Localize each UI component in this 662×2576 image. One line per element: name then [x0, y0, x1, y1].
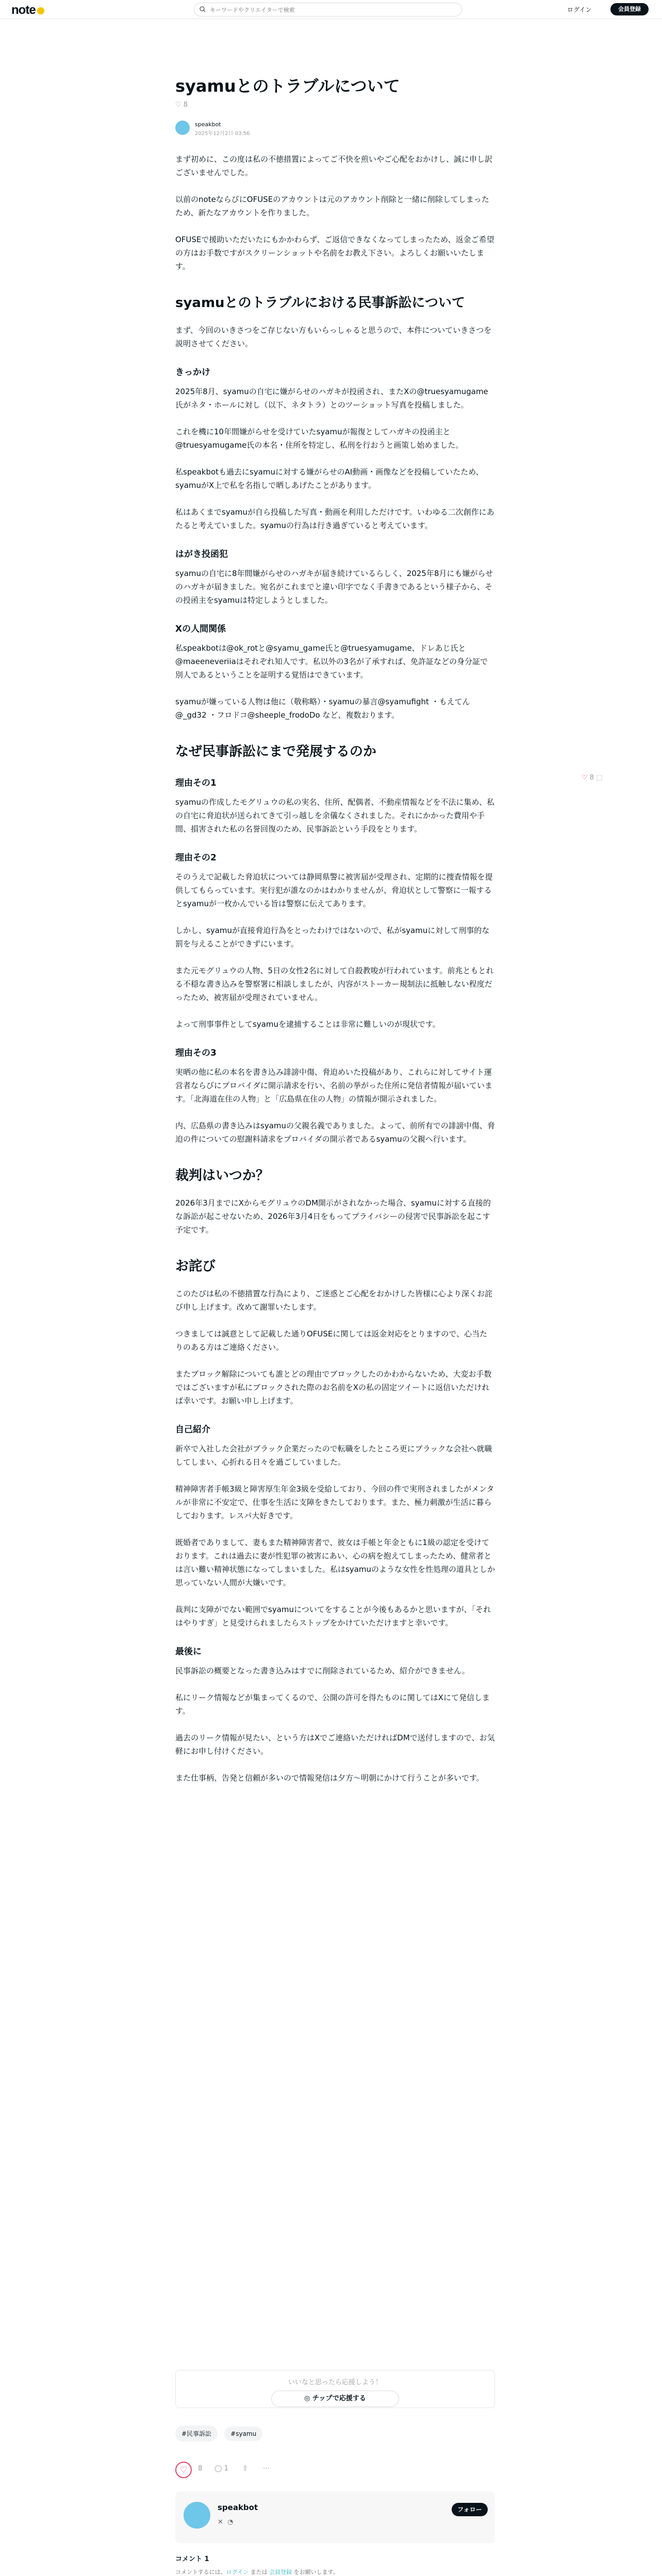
follow-button[interactable]: フォロー — [452, 2503, 488, 2516]
comment-signup-link[interactable]: 会員登録 — [269, 2569, 292, 2575]
support-box — [175, 2370, 495, 2408]
comment-note-mid: または — [249, 2569, 270, 2575]
publish-date: 2025年12月2日 03:56 — [195, 131, 250, 137]
author-card-name[interactable]: speakbot — [218, 2503, 258, 2512]
login-link[interactable]: ログイン — [567, 6, 592, 13]
paragraph: 私はあくまでsyamuが自ら投稿した写真・動画を利用しただけです。いわゆる二次創作にあたると考えていました。syamuの行為は行き過ぎていると考えています。 — [175, 507, 494, 530]
paragraph: 新卒で入社した会社がブラック企業だったので転職をしたところ更にブラックな会社へ就職してしまい、心折れる日々を過ごしていました。 — [175, 1444, 492, 1467]
subsection-heading: 理由その1 — [175, 778, 217, 788]
paragraph: 精神障害者手帳3級と障害厚生年金3級を受給しており、今回の件で実刑されましたがメンタルが非常に不安定で、仕事を生活に支障をきたしております。また、極力刺激が生活に暮らしております。レスパ大好きです。 — [175, 1484, 494, 1520]
paragraph: また仕事柄、告発と信頼が多いので情報発信は夕方〜明朝にかけて行うことが多いです。 — [175, 1773, 484, 1783]
paragraph: 過去のリーク情報が見たい、という方はXでご連絡いただければDMで送付しますので、お気軽にお申し付けください。 — [175, 1733, 495, 1756]
author-card-avatar[interactable] — [184, 2502, 210, 2529]
heart-icon: ♡ — [175, 2462, 192, 2478]
paragraph: OFUSEで援助いただいたにもかかわらず、ご返信できなくなってしまったため、返金ご希望の方はお手数ですがスクリーンショットや名前をお教え下さい。よろしくお願いいたします。 — [175, 235, 494, 271]
logo-text: note — [11, 3, 36, 17]
bookmark-icon[interactable]: ⬚ — [596, 774, 603, 782]
section-heading: なぜ民事訴訟にまで発展するのか — [175, 744, 377, 759]
paragraph: 2025年8月、syamuの自宅に嫌がらせのハガキが投函され、またXの@truesyamugame氏がネタ・ホールに対し（以下、ネタトラ）とのツーショット写真を投稿しました。 — [175, 387, 488, 410]
author-card — [175, 2492, 495, 2543]
heart-icon: ♡ — [582, 774, 588, 782]
paragraph: よって刑事事件としてsyamuを逮捕することは非常に難しいのが現状です。 — [175, 1020, 440, 1029]
search-icon — [200, 6, 206, 12]
paragraph: 私にリーク情報などが集まってくるので、公開の許可を得たものに関してはXにて発信します。 — [175, 1693, 490, 1716]
signup-button[interactable]: 会員登録 — [610, 3, 649, 15]
section-heading: syamuとのトラブルにおける民事訴訟について — [175, 295, 466, 311]
logo-badge-icon — [37, 7, 44, 14]
article-title: syamuとのトラブルについて — [175, 76, 400, 96]
subsection-heading: Xの人間関係 — [175, 624, 226, 634]
paragraph: つきましては誠意として記載した通りOFUSEに関しては返金対応をとりますので、心当たりのある方はご連絡ください。 — [175, 1329, 488, 1352]
subsection-heading: きっかけ — [175, 367, 210, 378]
like-count-bottom: 8 — [198, 2465, 203, 2472]
paragraph: しかし、syamuが直接脅迫行為をとったわけではないので、私がsyamuに対して刑事的な罰を与えることができずにいます。 — [175, 926, 490, 948]
paragraph: これを機に10年間嫌がらせを受けていたsyamuが報復としてハガキの投函主と@truesyamugame氏の本名・住所を特定し、私刑を行おうと画策し始めました。 — [175, 427, 464, 450]
paragraph: 民事訴訟の概要となった書き込みはすでに削除されているため、紹介ができません。 — [175, 1666, 470, 1675]
paragraph: 私speakbotも過去にsyamuに対する嫌がらせのAI動画・画像などを投稿していたため、syamuがX上で私を名指しで晒しあげたことがあります。 — [175, 467, 484, 490]
article-body — [175, 152, 495, 1798]
paragraph: またブロック解除についても誰とどの理由でブロックしたのかわからないため、大変お手数ではございますが私にブロックされた際のお名前をXの私の固定ツイートに返信いただければ幸いです。お願い申し上げます。 — [175, 1369, 492, 1405]
share-icon[interactable]: ⇪ — [242, 2465, 248, 2472]
paragraph: syamuの自宅に8年間嫌がらせのハガキが届き続けているらしく、2025年8月にも嫌がらせのハガキが届きました。宛名がこれまでと違い印字でなく手書きであるという様子から、その投函主をsyamuは特定しようとしました。 — [175, 569, 493, 605]
top-bar — [0, 0, 662, 19]
paragraph: syamuの作成したモグリュウの私の実名、住所、配偶者、不動産情報などを不法に集め、私の自宅に脅迫状が送られてきて引っ越しを余儀なくされました。それにかかった費用や手間、損害された私の名誉回復のため、民事訴訟という手段をとります。 — [175, 798, 494, 834]
comment-note — [175, 2568, 339, 2576]
like-count: 8 — [183, 101, 188, 109]
subsection-heading: 理由その3 — [175, 1048, 217, 1058]
comment-login-link[interactable]: ログイン — [226, 2569, 249, 2575]
subsection-heading: 自己紹介 — [175, 1425, 210, 1435]
tip-button[interactable]: ◎ チップで応援する — [271, 2391, 399, 2407]
social-icons — [218, 2518, 234, 2526]
paragraph: 2026年3月までにXからモグリュウのDM開示がされなかった場合、syamuに対する直接的な訴訟が起こせないため、2026年3月4日をもってプライバシーの侵害で民事訴訟を起こす予定です。 — [175, 1198, 491, 1234]
subsection-heading: はがき投函犯 — [175, 549, 228, 560]
author-avatar[interactable] — [175, 121, 190, 135]
paragraph: まず初めに、この度は私の不徳措置によってご不快を煎いやご心配をおかけし、誠に申し訳ございませんでした。 — [175, 155, 493, 177]
paragraph: 実晒の他に私の本名を書き込み誹謗中傷、脅迫めいた投稿があり、これらに対してサイト運営者ならびにプロバイダに開示請求を行い、名前の挙がった住所に発信者情報が届いています。「北海道在住の人物」と「広島県在住の人物」の情報が開示されました。 — [175, 1067, 493, 1104]
tag[interactable]: #syamu — [224, 2427, 262, 2441]
paragraph: また元モグリュウの人物、5日の女性2名に対して自殺教唆が行われています。前兆ともとれる不穏な書き込みを警察署に相談しましたが、内容がストーカー規制法に抵触しない程度だったため、被害届が受理されていません。 — [175, 966, 494, 1002]
paragraph: このたびは私の不徳措置な行為により、ご迷惑とご心配をおかけした皆様に心より深くお詫び申し上げます。改めて謝罪いたします。 — [175, 1289, 493, 1312]
support-question: いいなと思ったら応援しよう！ — [288, 2379, 382, 2386]
tip-button-label: チップで応援する — [312, 2395, 366, 2402]
paragraph: syamuが嫌っている人物は他に（敬称略）・syamuの暴言@syamufight ・もえてん@_gd32 ・フロドコ@sheeple_frodoDo など、複数おります。 — [175, 697, 470, 720]
section-heading: 裁判はいつか？ — [175, 1168, 270, 1183]
comment-heading: コメント 1 — [175, 2555, 209, 2563]
action-bar — [175, 2461, 495, 2481]
more-icon[interactable]: ⋯ — [263, 2465, 270, 2472]
paragraph: 内、広島県の書き込みはsyamuの父親名義でありました。よって、前所有での誹謗中傷、脅迫の件についての慰謝料請求をプロバイダの開示者であるsyamuの父親へ行います。 — [175, 1121, 495, 1144]
like-button[interactable] — [175, 2462, 192, 2478]
subsection-heading: 理由その2 — [175, 853, 217, 863]
comment-note-prefix: コメントするには、 — [175, 2569, 226, 2575]
tag-list — [175, 2426, 267, 2442]
rss-icon[interactable]: ◔ — [227, 2518, 234, 2526]
paragraph: まず、今回のいきさつをご存じない方もいらっしゃると思うので、本件についていきさつを説明させてください。 — [175, 326, 492, 348]
paragraph: そのうえで記載した脅迫状については静岡県警に被害届が受理され、定期的に捜査情報を提供してもらっています。実行犯が誰なのかはわかりませんが、脅迫状として警察に一報するとsyamuが一枚かんでいる旨は警察に伝えてあります。 — [175, 872, 493, 908]
comment-count: 1 — [224, 2465, 228, 2472]
side-like-button[interactable] — [582, 774, 603, 782]
paragraph: 既婚者でありまして、妻もまた精神障害者で、彼女は手帳と年金ともに1級の認定を受けております。これは過去に妻が性犯罪の被害にあい、心の病を抱えてしまったため、健常者とは言い難い精神状態になってしまいました。私はsyamuのような女性を性処理の道具としか思っていない人間が大嫌いです。 — [175, 1538, 495, 1587]
search-box[interactable] — [194, 3, 462, 16]
like-count-top[interactable]: ♡ 8 — [175, 101, 188, 109]
paragraph: 以前のnoteならびにOFUSEのアカウントは元のアカウント削除と一緒に削除してしまったため、新たなアカウントを作りました。 — [175, 195, 489, 217]
comment-button[interactable]: ◯ 1 — [214, 2465, 228, 2472]
side-like-count: 8 — [589, 774, 594, 782]
comment-note-suffix: をお願いします。 — [292, 2569, 339, 2575]
note-logo[interactable] — [11, 3, 44, 18]
paragraph: 私speakbotは@ok_rotと@syamu_game氏と@truesyamugame、ドレあじ氏と@maeeneveriiaはそれぞれ知人です。私以外の3名が了承すれば、免許証などの身分証で別人であるということを証明する覚悟はできています。 — [175, 643, 488, 680]
subsection-heading: 最後に — [175, 1647, 202, 1657]
author-name[interactable]: speakbot — [195, 121, 221, 128]
search-input[interactable] — [210, 5, 457, 14]
paragraph: 裁判に支障がでない範囲でsyamuについてをすることが今後もあるかと思いますが、「それはやりすぎ」と見受けられましたらストップをかけていただけますと幸いです。 — [175, 1605, 491, 1628]
x-icon[interactable]: ✕ — [218, 2518, 223, 2526]
tag[interactable]: #民事訴訟 — [175, 2426, 218, 2442]
section-heading: お詫び — [175, 1259, 216, 1274]
